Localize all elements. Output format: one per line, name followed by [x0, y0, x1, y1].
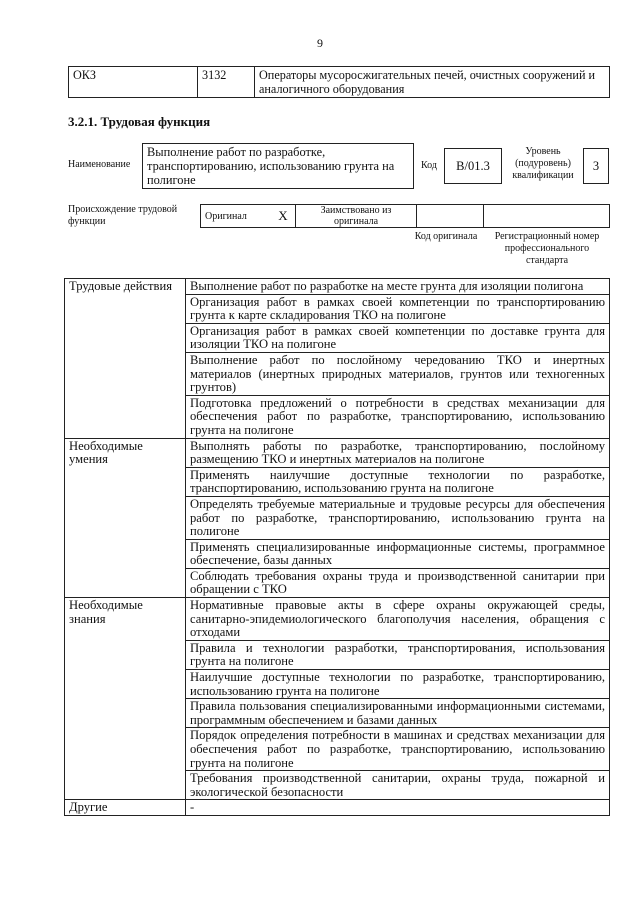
level-label: Уровень (подуровень) квалификации — [512, 146, 574, 181]
reg-number-cell — [484, 205, 610, 228]
row-category: Трудовые действия — [65, 279, 186, 439]
row-item: Организация работ в рамках своей компетенции по транспортированию грунта к карте складирования ТКО на полигоне — [186, 294, 610, 323]
row-item: Правила и технологии разработки, транспортирования, использования грунта на полигоне — [186, 640, 610, 669]
section-title: 3.2.1. Трудовая функция — [68, 114, 211, 129]
borrowed-label: Заимствовано из оригинала — [296, 205, 417, 228]
row-item: - — [186, 800, 610, 816]
origin-label: Происхождение трудовой функции — [68, 204, 178, 227]
code-original-label: Код оригинала — [414, 231, 478, 242]
row-item: Требования производственной санитарии, охраны труда, пожарной и экологической безопасности — [186, 771, 610, 800]
code-original-cell — [417, 205, 484, 228]
row-item: Порядок определения потребности в машинах и средствах механизации для обеспечения работ по разработке, транспортированию, использованию грунта на полигоне — [186, 728, 610, 771]
okz-label: ОКЗ — [69, 67, 198, 98]
level-value: 3 — [583, 148, 609, 184]
origin-table — [200, 204, 610, 228]
row-item: Организация работ в рамках своей компетенции по доставке грунта для изоляции ТКО на полигоне — [186, 323, 610, 352]
table-row — [65, 800, 610, 816]
row-category: Необходимые знания — [65, 598, 186, 800]
row-item: Выполнять работы по разработке, транспортированию, послойному размещению ТКО и инертных материалов на полигоне — [186, 438, 610, 467]
table-row — [65, 279, 610, 295]
row-item: Выполнение работ по послойному чередованию ТКО и инертных материалов (инертных природных материалов, грунтов или техногенных грунтов) — [186, 352, 610, 395]
row-item: Правила пользования специализированными информационными системами, программным обеспечением и базами данных — [186, 699, 610, 728]
page-number: 9 — [317, 36, 323, 50]
row-item: Нормативные правовые акты в сфере охраны окружающей среды, санитарно-эпидемиологического благополучия населения, обращения с отходами — [186, 598, 610, 641]
row-item: Применять специализированные информационные системы, программное обеспечение, базы данных — [186, 539, 610, 568]
function-code-value: B/01.3 — [444, 148, 502, 184]
reg-number-label: Регистрационный номер профессионального стандарта — [494, 231, 600, 266]
row-category: Необходимые умения — [65, 438, 186, 598]
original-mark: X — [271, 205, 296, 228]
row-category: Другие — [65, 800, 186, 816]
name-label: Наименование — [68, 159, 131, 170]
row-item: Наилучшие доступные технологии по разработке, транспортированию, использованию грунта на полигоне — [186, 670, 610, 699]
okz-table — [68, 66, 610, 98]
row-item: Определять требуемые материальные и трудовые ресурсы для обеспечения работ по разработке, транспортированию, использованию грунта на полигоне — [186, 496, 610, 539]
labor-function-table — [64, 278, 610, 816]
row-item: Выполнение работ по разработке на месте грунта для изоляции полигона — [186, 279, 610, 295]
table-row — [65, 438, 610, 467]
row-item: Применять наилучшие доступные технологии по разработке, транспортированию, использованию грунта на полигоне — [186, 467, 610, 496]
row-item: Подготовка предложений о потребности в средствах механизации для обеспечения работ по разработке, транспортированию, использованию грунта на полигоне — [186, 395, 610, 438]
original-label: Оригинал — [201, 205, 272, 228]
function-name-value: Выполнение работ по разработке, транспортированию, использованию грунта на полигоне — [142, 143, 414, 189]
table-row — [65, 598, 610, 641]
row-item: Соблюдать требования охраны труда и производственной санитарии при обращении с ТКО — [186, 568, 610, 597]
code-label: Код — [421, 160, 437, 171]
okz-code: 3132 — [198, 67, 255, 98]
okz-description: Операторы мусоросжигательных печей, очистных сооружений и аналогичного оборудования — [255, 67, 610, 98]
